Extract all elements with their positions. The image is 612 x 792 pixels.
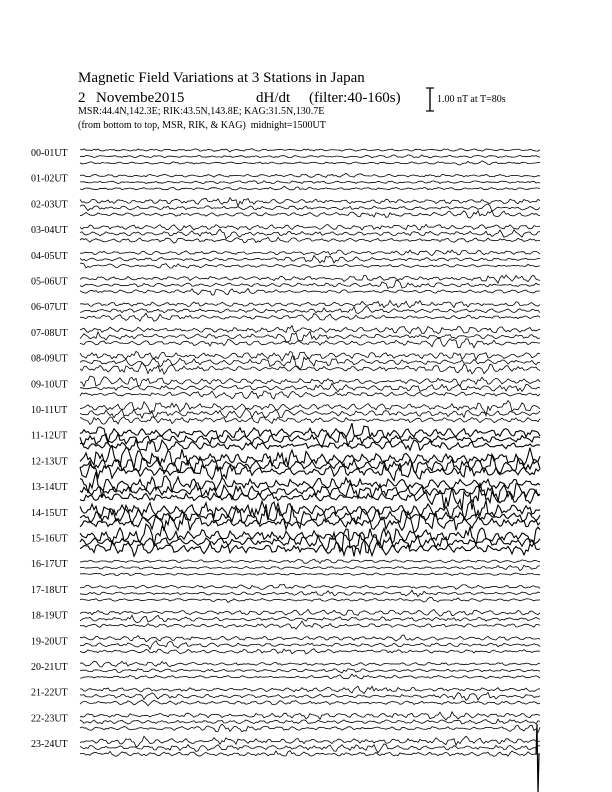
trace-msr-19-20ut <box>80 635 540 642</box>
trace-rik-05-06ut <box>80 280 540 288</box>
hour-label: 16-17UT <box>31 559 68 571</box>
hour-label: 11-12UT <box>31 430 68 442</box>
hour-label: 14-15UT <box>31 507 68 519</box>
hour-label: 23-24UT <box>31 739 68 751</box>
hour-label: 19-20UT <box>31 636 68 648</box>
midnight-note: midnight=1500UT <box>250 120 326 131</box>
quantity-label: dH/dt <box>256 90 291 106</box>
trace-end-spike <box>536 724 539 792</box>
trace-kag-21-22ut <box>80 700 540 706</box>
trace-kag-15-16ut <box>80 540 540 556</box>
trace-rik-19-20ut <box>80 641 540 649</box>
trace-msr-04-05ut <box>80 250 540 256</box>
trace-msr-18-19ut <box>80 609 540 616</box>
hour-label: 09-10UT <box>31 379 68 391</box>
trace-msr-12-13ut <box>80 446 540 469</box>
hour-label: 12-13UT <box>31 456 68 468</box>
chart-title: Magnetic Field Variations at 3 Stations in Japan <box>78 70 365 86</box>
trace-rik-18-19ut <box>80 615 540 622</box>
trace-msr-16-17ut <box>80 559 540 563</box>
hour-label: 13-14UT <box>31 482 68 494</box>
trace-kag-05-06ut <box>80 289 540 296</box>
trace-rik-09-10ut <box>80 383 540 391</box>
trace-kag-04-05ut <box>80 263 540 268</box>
date-month-year: Novembe2015 <box>96 90 185 106</box>
trace-rik-07-08ut <box>80 331 540 342</box>
hour-label: 02-03UT <box>31 199 68 211</box>
hour-label: 07-08UT <box>31 327 68 339</box>
trace-msr-06-07ut <box>80 301 540 308</box>
filter-label: (filter:40-160s) <box>309 90 401 106</box>
trace-kag-19-20ut <box>80 649 540 654</box>
trace-msr-23-24ut <box>80 736 540 747</box>
trace-msr-03-04ut <box>80 224 540 230</box>
hour-label: 15-16UT <box>31 533 68 545</box>
hour-label: 17-18UT <box>31 584 68 596</box>
date-day: 2 <box>78 90 86 106</box>
hour-label: 06-07UT <box>31 302 68 314</box>
trace-kag-22-23ut <box>80 724 540 732</box>
trace-msr-05-06ut <box>80 275 540 283</box>
trace-msr-08-09ut <box>80 351 540 361</box>
trace-msr-01-02ut <box>80 173 540 177</box>
hour-label: 05-06UT <box>31 276 68 288</box>
trace-kag-16-17ut <box>80 573 540 576</box>
hour-label: 22-23UT <box>31 713 68 725</box>
trace-kag-17-18ut <box>80 597 540 602</box>
trace-kag-07-08ut <box>80 339 540 348</box>
hour-label: 20-21UT <box>31 662 68 673</box>
trace-kag-06-07ut <box>80 313 540 321</box>
trace-rik-22-23ut <box>80 719 540 724</box>
hour-label: 21-22UT <box>31 687 68 699</box>
trace-kag-12-13ut <box>80 463 540 481</box>
trace-rik-00-01ut <box>80 155 540 158</box>
scale-label: 1.00 nT at T=80s <box>437 94 506 105</box>
trace-kag-18-19ut <box>80 621 540 629</box>
trace-kag-20-21ut <box>80 674 540 679</box>
trace-rik-23-24ut <box>80 744 540 753</box>
trace-msr-09-10ut <box>80 376 540 386</box>
trace-rik-17-18ut <box>80 590 540 596</box>
trace-msr-17-18ut <box>80 584 540 589</box>
trace-rik-01-02ut <box>80 181 540 184</box>
trace-rik-16-17ut <box>80 565 540 570</box>
stations-line: MSR:44.4N,142.3E; RIK:43.5N,143.8E; KAG:31.5N,130.7E <box>78 106 325 117</box>
trace-rik-02-03ut <box>80 204 540 212</box>
trace-kag-03-04ut <box>80 237 540 243</box>
hour-label: 08-09UT <box>31 353 68 365</box>
trace-msr-22-23ut <box>80 712 540 720</box>
trace-msr-00-01ut <box>80 149 540 152</box>
trace-kag-09-10ut <box>80 391 540 399</box>
trace-rik-20-21ut <box>80 669 540 673</box>
trace-rik-04-05ut <box>80 256 540 263</box>
trace-msr-21-22ut <box>80 686 540 693</box>
hour-label: 03-04UT <box>31 225 68 237</box>
hour-label: 01-02UT <box>31 173 68 185</box>
order-note-text: (from bottom to top, MSR, RIK, & KAG) <box>78 120 246 131</box>
trace-msr-02-03ut <box>80 198 540 206</box>
hour-label: 04-05UT <box>31 250 68 262</box>
hour-label: 18-19UT <box>31 610 68 622</box>
trace-rik-03-04ut <box>80 229 540 239</box>
trace-msr-20-21ut <box>80 661 540 667</box>
trace-kag-23-24ut <box>80 751 540 757</box>
trace-rik-06-07ut <box>80 307 540 314</box>
trace-rik-21-22ut <box>80 692 540 700</box>
trace-kag-00-01ut <box>80 161 540 165</box>
trace-kag-01-02ut <box>80 186 540 190</box>
hour-label: 00-01UT <box>31 148 68 159</box>
trace-kag-02-03ut <box>80 211 540 219</box>
hour-label: 10-11UT <box>31 405 68 416</box>
trace-kag-10-11ut <box>80 417 540 425</box>
